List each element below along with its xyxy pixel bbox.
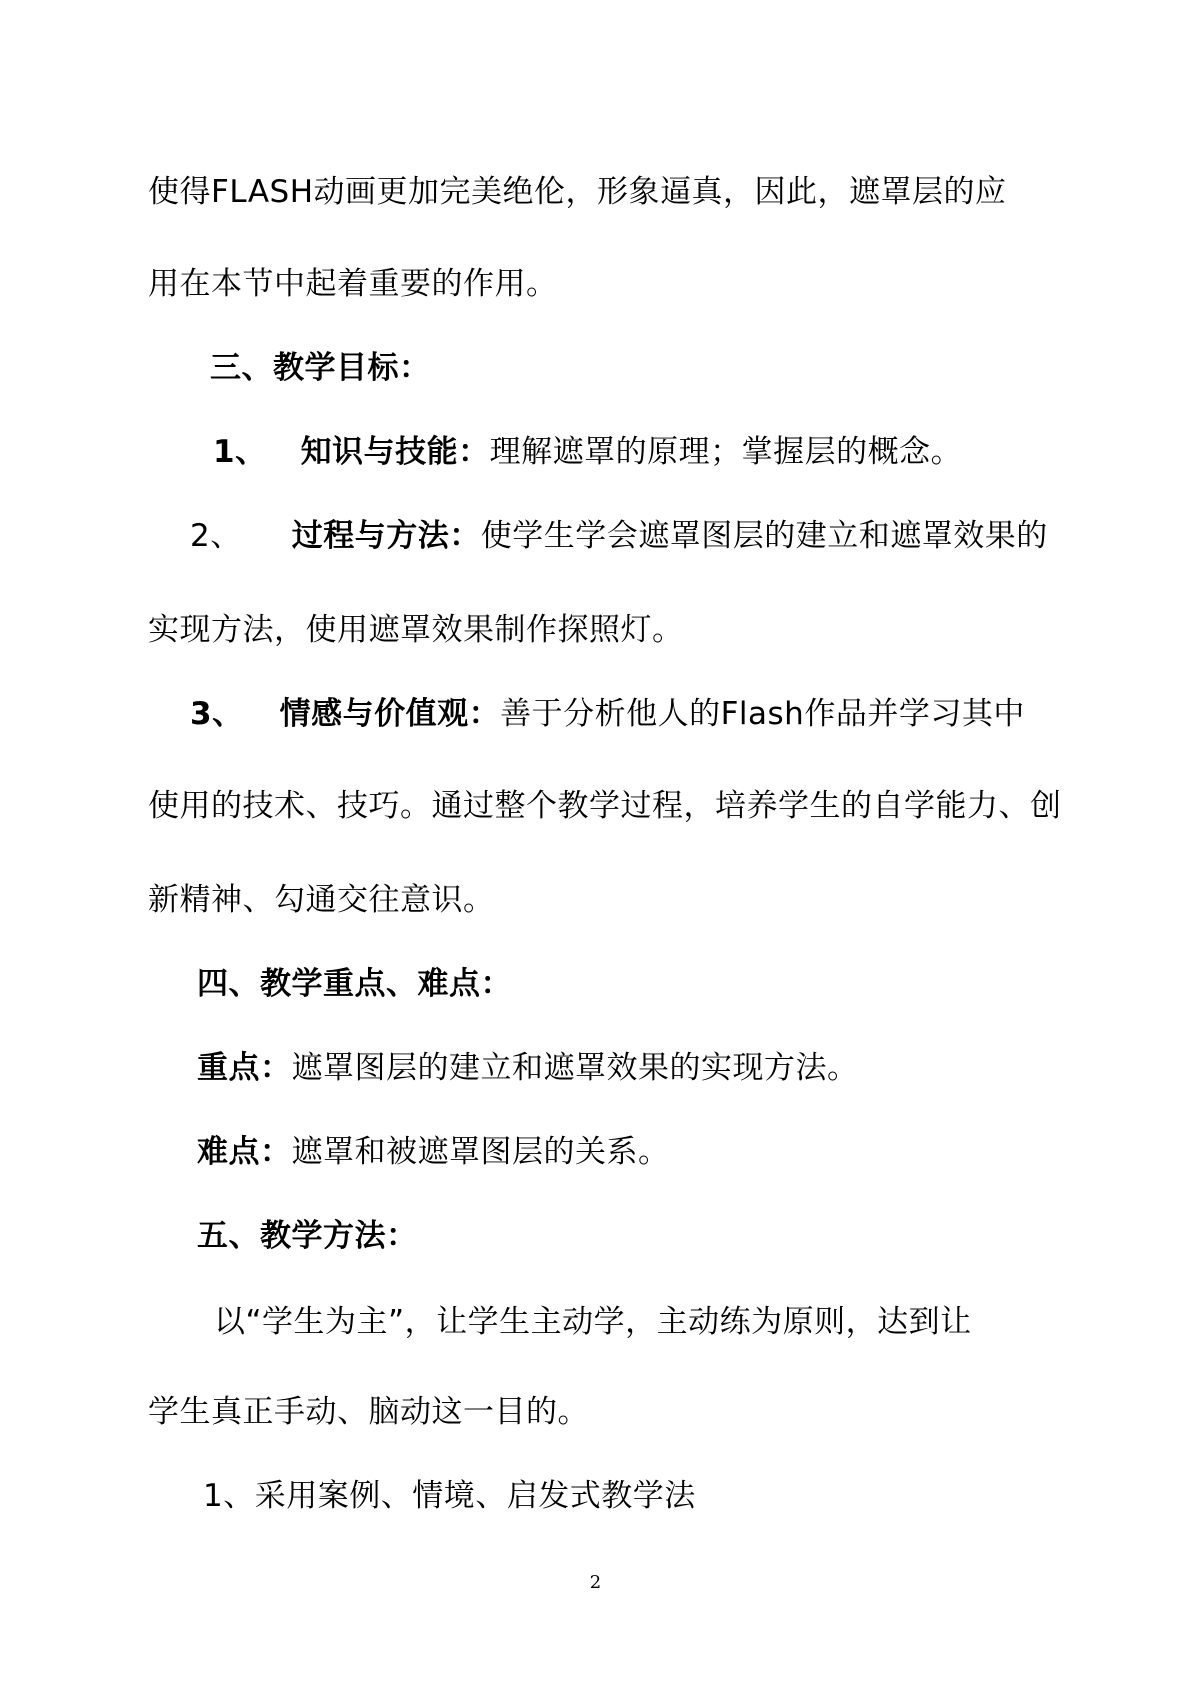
objective-item-2 [190, 516, 1048, 556]
objective-item-3 [190, 694, 1025, 734]
intro-line-1: 使得FLASH动画更加完美绝伦，形象逼真，因此，遮罩层的应 [148, 174, 1007, 210]
key-point [197, 1048, 859, 1088]
difficult-point [197, 1132, 670, 1172]
method-paragraph-line-1: 以“学生为主”，让学生主动学，主动练为原则，达到让 [214, 1304, 972, 1340]
key-point-text: 遮罩图层的建立和遮罩效果的实现方法。 [291, 1050, 859, 1086]
objective-item-3-text: 善于分析他人的Flash作品并学习其中 [500, 696, 1025, 732]
objective-item-2-label: 过程与方法： [291, 518, 481, 554]
objective-item-1 [213, 432, 962, 472]
intro-line-2: 用在本节中起着重要的作用。 [148, 266, 558, 302]
objective-item-3-number: 3、 [190, 696, 244, 732]
section-4-heading: 四、教学重点、难点： [197, 966, 512, 1002]
objective-item-3-continuation-2: 新精神、勾通交往意识。 [148, 882, 495, 918]
objective-item-1-number: 1、 [213, 434, 267, 470]
method-item-1: 1、采用案例、情境、启发式教学法 [203, 1478, 696, 1514]
objective-item-2-number: 2、 [190, 518, 242, 554]
difficult-point-text: 遮罩和被遮罩图层的关系。 [291, 1134, 670, 1170]
difficult-point-label: 难点： [197, 1134, 292, 1170]
objective-item-2-continuation: 实现方法，使用遮罩效果制作探照灯。 [148, 612, 684, 648]
page-number: 2 [589, 1572, 602, 1593]
key-point-label: 重点： [197, 1050, 292, 1086]
objective-item-1-label: 知识与技能： [300, 434, 490, 470]
section-5-heading: 五、教学方法： [197, 1218, 418, 1254]
objective-item-2-text: 使学生学会遮罩图层的建立和遮罩效果的 [480, 518, 1048, 554]
objective-item-3-continuation-1: 使用的技术、技巧。通过整个教学过程，培养学生的自学能力、创 [148, 788, 1062, 824]
section-3-heading: 三、教学目标： [210, 350, 431, 386]
method-paragraph-line-2: 学生真正手动、脑动这一目的。 [148, 1394, 589, 1430]
objective-item-3-label: 情感与价值观： [279, 696, 501, 732]
objective-item-1-text: 理解遮罩的原理；掌握层的概念。 [489, 434, 963, 470]
